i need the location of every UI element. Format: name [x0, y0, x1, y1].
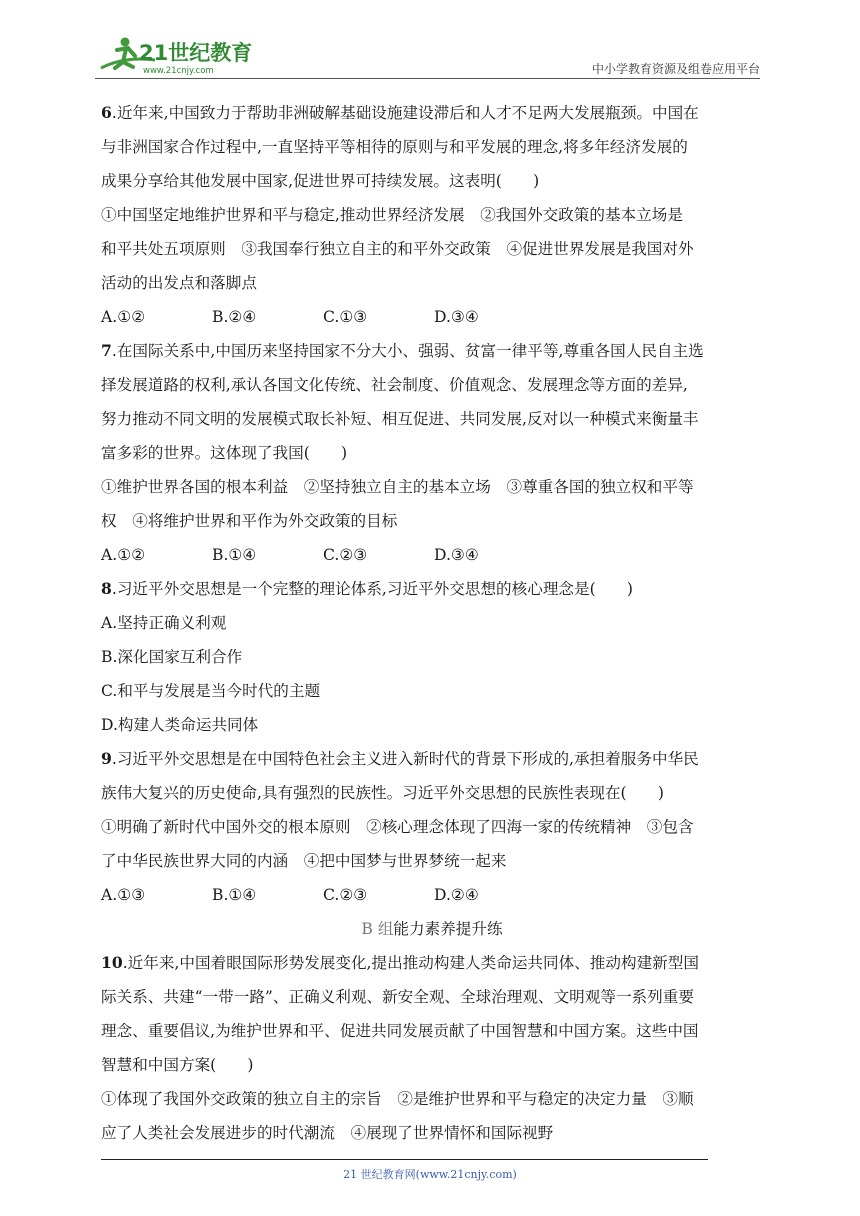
question-stem: 智慧和中国方案( ): [101, 1056, 254, 1074]
statement-line: 应了人类社会发展进步的时代潮流 ④展现了世界情怀和国际视野: [101, 1124, 554, 1142]
question-stem: 成果分享给其他发展中国家,促进世界可持续发展。这表明( ): [101, 172, 540, 190]
statement-line: 和平共处五项原则 ③我国奉行独立自主的和平外交政策 ④促进世界发展是我国对外: [101, 240, 694, 258]
option-c: C.②③: [323, 546, 368, 564]
option-a: A.①②: [101, 546, 146, 564]
question-stem: 9.习近平外交思想是在中国特色社会主义进入新时代的背景下形成的,承担着服务中华民: [101, 749, 699, 768]
option-b: B.①④: [212, 886, 257, 904]
question-stem: 族伟大复兴的历史使命,具有强烈的民族性。习近平外交思想的民族性表现在( ): [101, 784, 664, 802]
option-c: C.②③: [323, 886, 368, 904]
svg-text:www.21cnjy.com: www.21cnjy.com: [143, 66, 214, 76]
option-d: D.②④: [434, 886, 479, 904]
option-a: A.①③: [101, 886, 146, 904]
question-stem: 与非洲国家合作过程中,一直坚持平等相待的原则与和平发展的理念,将多年经济发展的: [101, 138, 688, 156]
question-10: [101, 946, 763, 1150]
question-stem: 理念、重要倡议,为维护世界和平、促进共同发展贡献了中国智慧和中国方案。这些中国: [101, 1022, 699, 1040]
option-d: D.③④: [434, 546, 479, 564]
answer-options: [101, 538, 763, 572]
svg-text:21世纪教育: 21世纪教育: [139, 41, 253, 65]
question-stem: 6.近年来,中国致力于帮助非洲破解基础设施建设滞后和人才不足两大发展瓶颈。中国在: [101, 103, 699, 122]
question-9: [101, 742, 763, 912]
statement-line: ①中国坚定地维护世界和平与稳定,推动世界经济发展 ②我国外交政策的基本立场是: [101, 206, 683, 224]
question-stem: 10.近年来,中国着眼国际形势发展变化,提出推动构建人类命运共同体、推动构建新型国: [101, 953, 699, 972]
statement-line: ①维护世界各国的根本利益 ②坚持独立自主的基本立场 ③尊重各国的独立权和平等: [101, 478, 694, 496]
statement-line: ①明确了新时代中国外交的根本原则 ②核心理念体现了四海一家的传统精神 ③包含: [101, 818, 694, 836]
header-divider: [95, 78, 760, 79]
statement-line: 活动的出发点和落脚点: [101, 274, 257, 292]
statement-line: 权 ④将维护世界和平作为外交政策的目标: [101, 512, 398, 530]
question-6: [101, 96, 763, 334]
site-tagline: 中小学教育资源及组卷应用平台: [591, 62, 760, 76]
question-stem: 择发展道路的权利,承认各国文化传统、社会制度、价值观念、发展理念等方面的差异,: [101, 376, 688, 394]
page-footer: 21 世纪教育网(www.21cnjy.com): [343, 1168, 517, 1181]
question-stem: 际关系、共建“一带一路”、正确义利观、新安全观、全球治理观、文明观等一系列重要: [101, 988, 694, 1006]
footer-divider: [101, 1159, 708, 1160]
answer-options: [101, 300, 763, 334]
statement-line: 了中华民族世界大同的内涵 ④把中国梦与世界梦统一起来: [101, 852, 507, 870]
option-b: B.②④: [212, 308, 257, 326]
option-d: D.③④: [434, 308, 479, 326]
answer-options: [101, 878, 763, 912]
question-list: [101, 96, 763, 1150]
option-b: B.深化国家互利合作: [101, 648, 243, 666]
section-heading: B 组能力素养提升练: [361, 920, 503, 938]
option-a: A.①②: [101, 308, 146, 326]
question-stem: 7.在国际关系中,中国历来坚持国家不分大小、强弱、贫富一律平等,尊重各国人民自主选: [101, 341, 704, 360]
page-header: [95, 30, 760, 80]
statement-line: ①体现了我国外交政策的独立自主的宗旨 ②是维护世界和平与稳定的决定力量 ③顺: [101, 1090, 694, 1108]
question-stem: 富多彩的世界。这体现了我国( ): [101, 444, 348, 462]
21cnjy-logo: [95, 34, 265, 76]
question-stem: 努力推动不同文明的发展模式取长补短、相互促进、共同发展,反对以一种模式来衡量丰: [101, 410, 699, 428]
option-d: D.构建人类命运共同体: [101, 716, 259, 734]
option-b: B.①④: [212, 546, 257, 564]
question-7: [101, 334, 763, 572]
option-c: C.①③: [323, 308, 368, 326]
option-a: A.坚持正确义利观: [101, 614, 227, 632]
question-8: [101, 572, 763, 742]
question-stem: 8.习近平外交思想是一个完整的理论体系,习近平外交思想的核心理念是( ): [101, 579, 633, 598]
option-c: C.和平与发展是当今时代的主题: [101, 682, 321, 700]
